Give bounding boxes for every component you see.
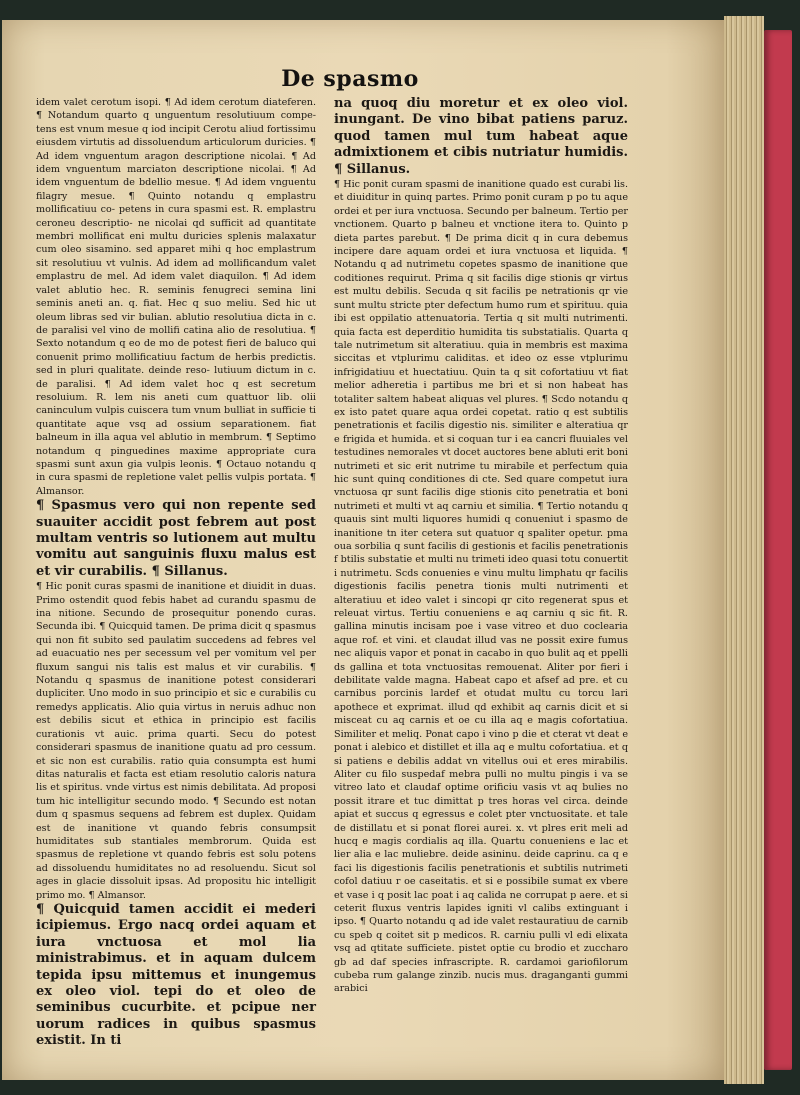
left-column xyxy=(36,96,316,1049)
left-column-text-2: ¶ Hic ponit curas spasmi de inanitione et diuidit in duas. Primo ostendit quod febis habet ad curandu spasmu de ina nitione. Secundo de prosequitur ponendo curas. Secunda ibi. ¶ Quicquid tamen. De prima dicit q spasmus qui non fit subito sed paulatim succedens ad febres vel ad euacuatio nes per secessum vel per vomitum vel per fluxum sangui nis talis est malus et vir curabilis. ¶ Notandu q spasmus de inanitione potest considerari dupliciter. Uno modo in suo principio et sic e curabilis cu remedys applicatis. Alio quia virtus in neruis adhuc non est debilis sicut et ethica in principio est facilis curationis vt auic. prima quarti. Secu do potest considerari spasmus de inanitione quatu ad pro cessum. et sic non est curabilis. ratio quia consumpta est humi ditas naturalis et facta est etiam resolutio caloris natura lis et spiritus. vnde virtus est nimis debilitata. Ad proposi tum hic intelligitur secundo modo. ¶ Secundo est notan dum q spasmus sequens ad febrem est duplex. Quidam est de inanitione vt quando febris consumpsit humiditates sub stantiales membrorum. Quida est spasmus de repletione vt quando febris est solu potens ad dissoluendu humiditates no ad resoluendu. Sicut sol ages in glacie dissoluit ipsas. Ad propositu hic intelligit primo mo. ¶ Almansor. xyxy=(36,581,316,901)
page-header: De spasmo xyxy=(281,66,419,92)
page-edges xyxy=(724,16,764,1084)
left-column-large-text: ¶ Spasmus vero qui non repente sed suauiter accidit post febrem aut post multam ventris so lutionem aut multu vomitu aut sanguinis fluxu malus est et vir curabilis. ¶ Sillanus. xyxy=(36,498,316,579)
right-column-large-text: na quoq diu moretur et ex oleo viol. inungant. De vino bibat patiens paruz. quod tamen mul tum habeat aque admixtionem et cibis nutriatur humidis. ¶ Sillanus. xyxy=(334,96,628,177)
book-cover xyxy=(764,30,792,1070)
left-column-text: idem valet cerotum isopi. ¶ Ad idem cerotum diateferen. ¶ Notandum quarto q unguentum resolutiuum compe- tens est vnum mesue q iod incipit Cerotu aliud fortissimu eiusdem virtutis ad dissoluendum articulorum duricies. ¶ Ad idem vnguentum aragon descriptione nicolai. ¶ Ad idem vnguentum marciaton descriptione nicolai. ¶ Ad idem vnguentum de bdellio mesue. ¶ Ad idem vnguentu filagry mesue. ¶ Quinto notandu q emplastru mollificatiuu co- petens in cura spasmi est. R. emplastru ceroneu descriptio- ne nicolai qd sufficit ad quantitate membri mollificat eni multu duricies splenis malaxatur cum oleo sisamino. sed apparet mihi q hoc emplastrum sit resolutiuu vt vulnis. Ad idem ad mollificandum valet emplastru de mel. Ad idem valet diaquilon. ¶ Ad idem valet ablutio hec. R. seminis fenugreci semina lini seminis aneti an. q. fiat. Hec q suo meliu. Sed hic ut oleum libras sed vir bulian. ablutio resolutiua dicta in c. de paralisi vel vino de mollifi catina alio de resolutiua. ¶ Sexto notandum q eo de mo de potest fieri de baluco qui conuenit primo mollificatiuu factum de herbis predictis. sed in pluri qualitate. deinde reso- lutiuum dictum in c. de paralisi. ¶ Ad idem valet hoc q est secretum resoluium. R. lem nis aneti cum quattuor lib. olii caninculum vulpis cuiscera tum vnum bulliat in sufficie ti quantitate aque vsq ad ossium separationem. fiat balneum in illa aqua vel ablutio in membrum. ¶ Septimo notandum q pinguedines maxime appropriate cura spasmi sunt axun gia vulpis leonis. ¶ Octauo notandu q in cura spasmi de repletione valet pellis vulpis portata. ¶ Almansor. xyxy=(36,97,316,497)
right-column-text: ¶ Hic ponit curam spasmi de inanitione quado est curabi lis. et diuiditur in quinq partes. Primo ponit curam p po tu aque ordei et per iura vnctuosa. Secundo per balneum. Tertio per vnctionem. Quarto p balneu et vnctione itera to. Quinto p dieta partes parebut. ¶ De prima dicit q in cura debemus incipere dare aquam ordei et iura vnctuosa et liquida. ¶ Notandu q ad nutrimetu copetes spasmo de inanitione que coditiones requirut. Prima q sit facilis dige stionis qr virtus est multu debilis. Secuda q sit facilis pe netrationis qr vie sunt multu stricte pter defectum humo rum et spirituu. quia ibi est oppilatio attenuatoria. Tertia q sit multi nutrimenti. quia facta est deperditio humidita tis substatialis. Quarta q tale nutrimetum sit alteratiuu. quia in membris est maxima siccitas et vtplurimu caliditas. et ideo oz esse vtplurimu infrigidatiuu et huectatiuu. Quin ta q sit cofortatiuu vt fiat melior adheretia i partibus me bri et si non habeat has totaliter saltem habeat aliquas vel plures. ¶ Scdo notandu q ex isto patet quare aqua ordei copetat. ratio q est subtilis penetrationis et facilis digestio nis. similiter e alteratiua qr e frigida et humida. et si coquan tur i ea cancri fluuiales vel testudines nemorales vt docet auctores bene abluti erit boni nutrimeti et sic erit nutrime tu mirabile et perfectum quia hic sunt quinq conditiones di cte. Sed quare competut iura vnctuosa qr sunt facilis dige stionis cito penetratia et boni nutrimeti et multi vt aq carniu et similia. ¶ Tertio notandu q quauis sint multi liquores humidi q conueniut i spasmo de inanitione tn iter cetera sut quatuor q spaliter opetur. pma oua sorbilia q sunt facilis di gestionis et facilis penetrationis f btilis substatie et multi nu trimeti ideo quasi totu conuertit i nutrimetu. Scds conuenies e vinu multu limphatu qr facilis digestionis facilis penetra tionis multi nutrimenti et alteratiuu et ideo valet i sincopi qr cito regenerat spus et releuat virtus. Tertiu conueniens e aq carniu q sic fit. R. gallina minutis incisam poe i vase vitreo et duo coclearia aque rof. et vini. et claudat illud vas ne possit exire fumus nec aliquis vapor et ponat in cacabo in quo bulit aq et ppelli ds gallina et tota vnctuositas remouenat. Aliter por fieri i debilitate valde magna. Habeat capo et afsef ad pre. et cu carnibus porcinis lardef et otudat multu cu torcu lari apothece et exprimat. illud qd exhibit aq carnis dicit et si misceat cu aq carnis et oe cu illa aq e magis cofortatiua. Similiter et meliq. Ponat capo i vino p die et cterat vt deat e ponat i alebico et distillet et illa aq e multu cofortatiua. et q si patiens e debilis addat vn vitellus oui et eres mirabilis. Aliter cu filo suspedaf mebra pulli no multu pingis i va se vitreo lato et claudaf optime orificiu vasis vt aq bulies no possit itrare et tuc dimittat p tres horas vel circa. deinde apiat et succus q egressus e colet pter vnctuositate. et tale de distillatu et si ponat florei aurei. x. vt plres erit meli ad hucq e magis cordialis aq illa. Quartu conueniens e lac et lier alia e lac muliebre. deide asininu. deide caprinu. ca q e faci lis digestionis facilis penetrationis et subtilis nutrimeti cofol datiuu r oe caseitatis. et si e possibile sumat ex vbere et vase i q posit lac poat i aq calida ne corrupat p aere. et si ceterit fluxus ventris lapides igniti vl calibs extinguant i ipso. ¶ Quarto notandu q ad ide valet restauratiuu de carnib cu speb q coitet sit p medicos. R. carniu pulli vl edi elixata vsq ad qtitate sufficiete. pistet optie cu brodio et zuccharo gb ad daf species infrascripte. R. cardamoi gariofilorum cubeba rum galange zinzib. nucis mus. draganganti gummi arabici xyxy=(334,179,628,995)
left-column-large-text-2: ¶ Quicquid tamen accidit ei mederi icipiemus. Ergo nacq ordei aquam et iura vnctuosa et mol lia ministrabimus. et in aquam dulcem tepida ipsu mittemus et inungemus ex oleo viol. tepi do et oleo de seminibus cucurbite. et pcipue ner uorum radices in quibus spasmus existit. In ti xyxy=(36,901,316,1049)
right-column xyxy=(334,96,628,1031)
